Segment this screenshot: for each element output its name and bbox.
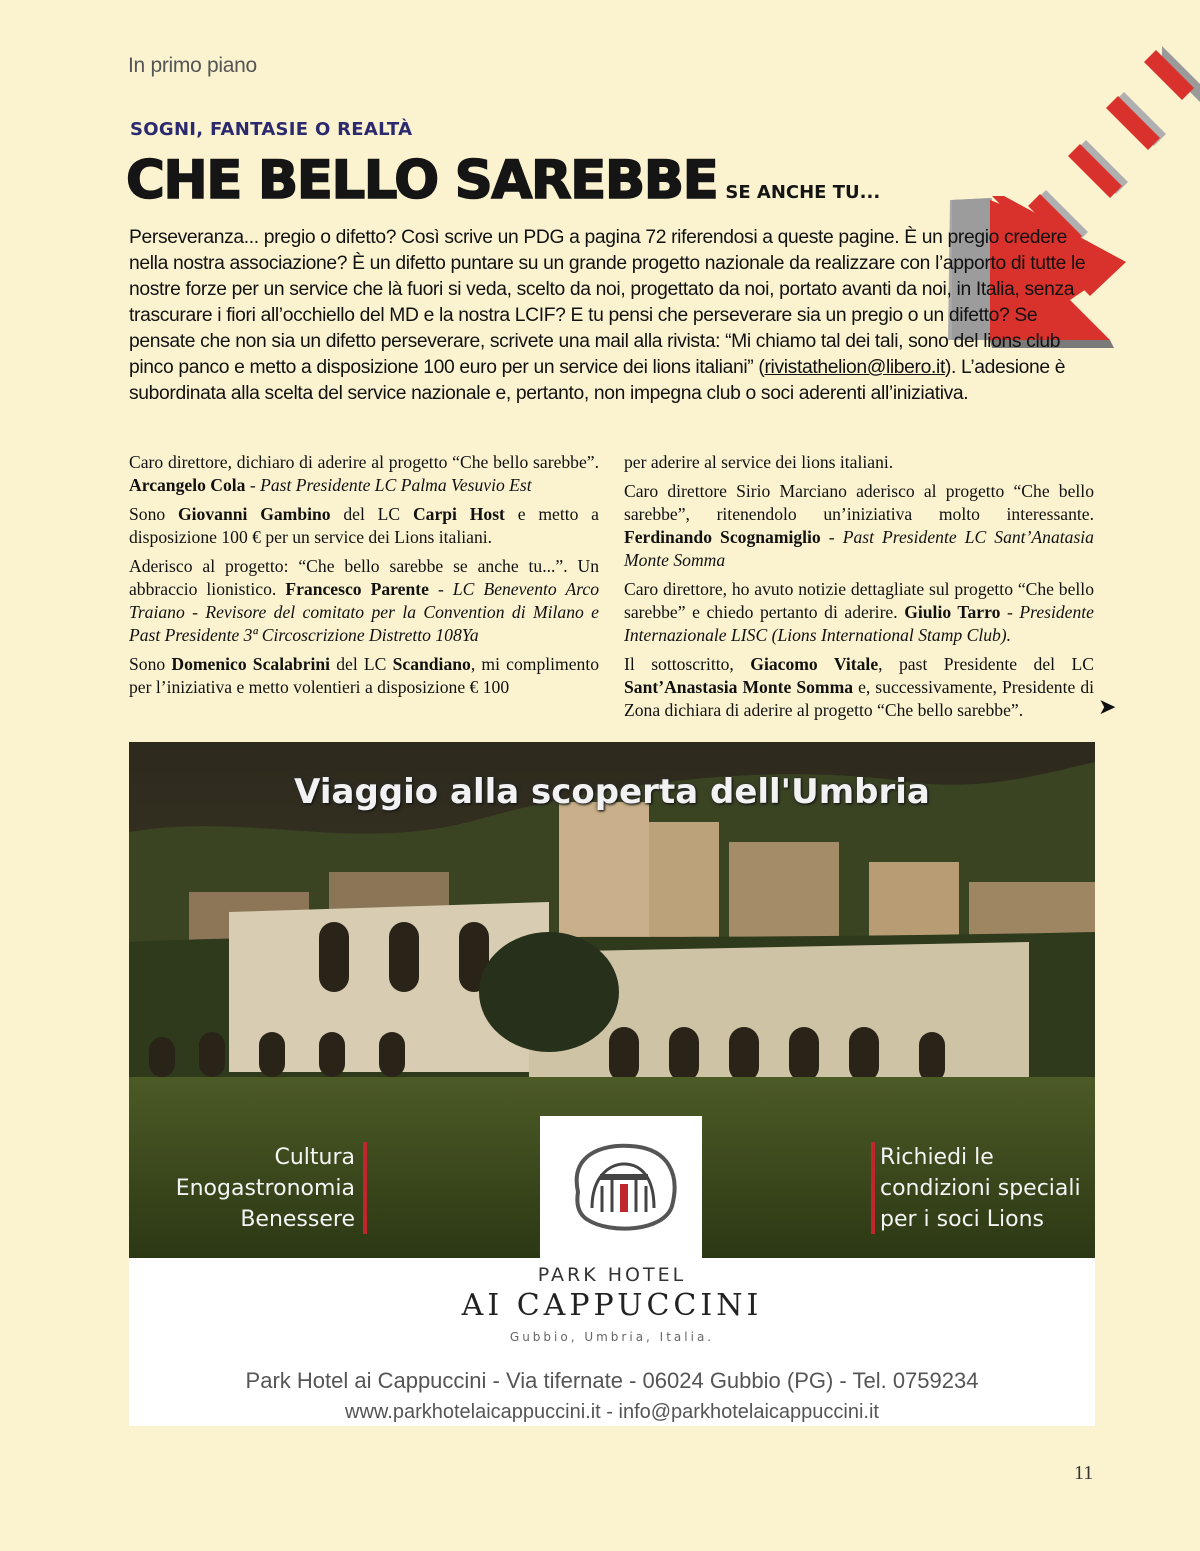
headline-tail: SE ANCHE TU... bbox=[725, 182, 881, 203]
author-name: Arcangelo Cola bbox=[129, 475, 246, 495]
letter: Sono Giovanni Gambino del LC Carpi Host e metto a disposizione 100 € per un service dei Lions italiani. bbox=[129, 504, 599, 547]
hotel-advertisement[interactable] bbox=[129, 742, 1095, 1426]
ad-right-text: Richiedi le condizioni speciali per i soci Lions bbox=[880, 1145, 1081, 1232]
hotel-location: Gubbio, Umbria, Italia. bbox=[509, 1330, 715, 1344]
headline bbox=[126, 150, 880, 211]
ad-title: Viaggio alla scoperta dell'Umbria bbox=[294, 772, 930, 812]
hotel-logo bbox=[540, 1116, 702, 1258]
continue-arrow-icon: ➤ bbox=[1098, 695, 1117, 720]
club-name: Sant’Anastasia Monte Somma bbox=[624, 677, 854, 697]
ad-left-text: Cultura Enogastronomia Benessere bbox=[175, 1145, 355, 1232]
author-role: - Presidente Internazionale LISC (Lions International Stamp Club). bbox=[624, 602, 1094, 645]
author-role: - Past Presidente LC Palma Vesuvio Est bbox=[245, 475, 532, 495]
club-name: Scandiano bbox=[392, 654, 471, 674]
left-column bbox=[129, 451, 599, 705]
letter: Aderisco al progetto: “Che bello sarebbe se anche tu...”. Un abbraccio lionistico. Francesco Parente - LC Benevento Arco Traiano - Revisore del comitato per la Convention di Milano e Past Presidente 3ª Circoscrizione Distretto 108Ya bbox=[129, 556, 599, 645]
intro-paragraph bbox=[129, 225, 1099, 407]
right-column bbox=[624, 451, 1094, 728]
hotel-logo-icon bbox=[540, 1116, 702, 1258]
letter: Il sottoscritto, Giacomo Vitale, past Presidente del LC Sant’Anastasia Monte Somma e, successivamente, Presidente di Zona dichiara di aderire al progetto “Che bello sarebbe”. bbox=[624, 654, 1095, 720]
letter: Caro direttore, ho avuto notizie dettagliate sul progetto “Che bello sarebbe” e chiedo pertanto di aderire. Giulio Tarro - Presidente Internazionale LISC (Lions International Stamp Club). bbox=[624, 579, 1094, 645]
ad-right-bar bbox=[871, 1142, 875, 1234]
author-name: Domenico Scalabrini bbox=[171, 654, 331, 674]
author-name: Giacomo Vitale bbox=[750, 654, 879, 674]
page-number: 11 bbox=[1074, 1462, 1094, 1484]
letter: Caro direttore Sirio Marciano aderisco al progetto “Che bello sarebbe”, ritenendolo un’iniziativa molto interessante. Ferdinando Scognamiglio - Past Presidente LC Sant’Anatasia Monte Somma bbox=[624, 481, 1094, 570]
intro-text: Perseveranza... pregio o difetto? Così scrive un PDG a pagina 72 riferendosi a queste pagine. È un pregio credere nella nostra associazione? È un difetto puntare su un grande progetto nazionale da realizzare con l’apporto di tutte le nostre forze per un service che là fuori si veda, scelto da noi, progettato da noi, portato avanti da noi, in Italia, senza trascurare i fiori all’occhiello del MD e la nostra LCIF? E tu pensi che perseverare sia un pregio o un difetto? Se pensate che non sia un difetto perseverare, scrivete una mail alla rivista: “Mi chiamo tal dei tali, sono del lions club pinco panco e metto a disposizione 100 euro per un service dei lions italiani” ( bbox=[129, 227, 1086, 378]
kicker: SOGNI, FANTASIE O REALTÀ bbox=[130, 119, 413, 140]
section-label: In primo piano bbox=[128, 54, 257, 77]
headline-main: CHE BELLO SAREBBE bbox=[126, 150, 718, 211]
hotel-name-line1: PARK HOTEL bbox=[537, 1264, 687, 1286]
letter: Sono Domenico Scalabrini del LC Scandiano, mi complimento per l’iniziativa e metto volentieri a disposizione € 100 bbox=[129, 654, 600, 697]
hotel-web-contacts[interactable]: www.parkhotelaicappuccini.it - info@parkhotelaicappuccini.it bbox=[345, 1401, 879, 1423]
author-role: - Past Presidente LC Sant’Anatasia Monte Somma bbox=[624, 527, 1094, 570]
letter: per aderire al service dei lions italiani. bbox=[624, 452, 894, 472]
hotel-address: Park Hotel ai Cappuccini - Via tifernate - 06024 Gubbio (PG) - Tel. 0759234 bbox=[245, 1368, 979, 1393]
letter: Caro direttore, dichiaro di aderire al progetto “Che bello sarebbe”. Arcangelo Cola - Past Presidente LC Palma Vesuvio Est bbox=[129, 452, 599, 495]
author-name: Giovanni Gambino bbox=[177, 504, 331, 524]
author-name: Francesco Parente bbox=[285, 579, 429, 599]
intro-text-after: ). L’adesione è subordinata alla scelta del service nazionale e, pertanto, non impegna club o soci aderenti all’iniziativa. bbox=[129, 357, 1066, 404]
author-name: Giulio Tarro bbox=[904, 602, 1001, 622]
email-link[interactable]: rivistathelion@libero.it bbox=[764, 357, 945, 378]
hotel-name-line2: AI CAPPUCCINI bbox=[461, 1288, 763, 1323]
author-role: - LC Benevento Arco Traiano - Revisore del comitato per la Convention di Milano e Past Presidente 3ª Circoscrizione Distretto 108Ya bbox=[129, 579, 599, 645]
author-name: Ferdinando Scognamiglio bbox=[624, 527, 821, 547]
club-name: Carpi Host bbox=[412, 504, 505, 524]
